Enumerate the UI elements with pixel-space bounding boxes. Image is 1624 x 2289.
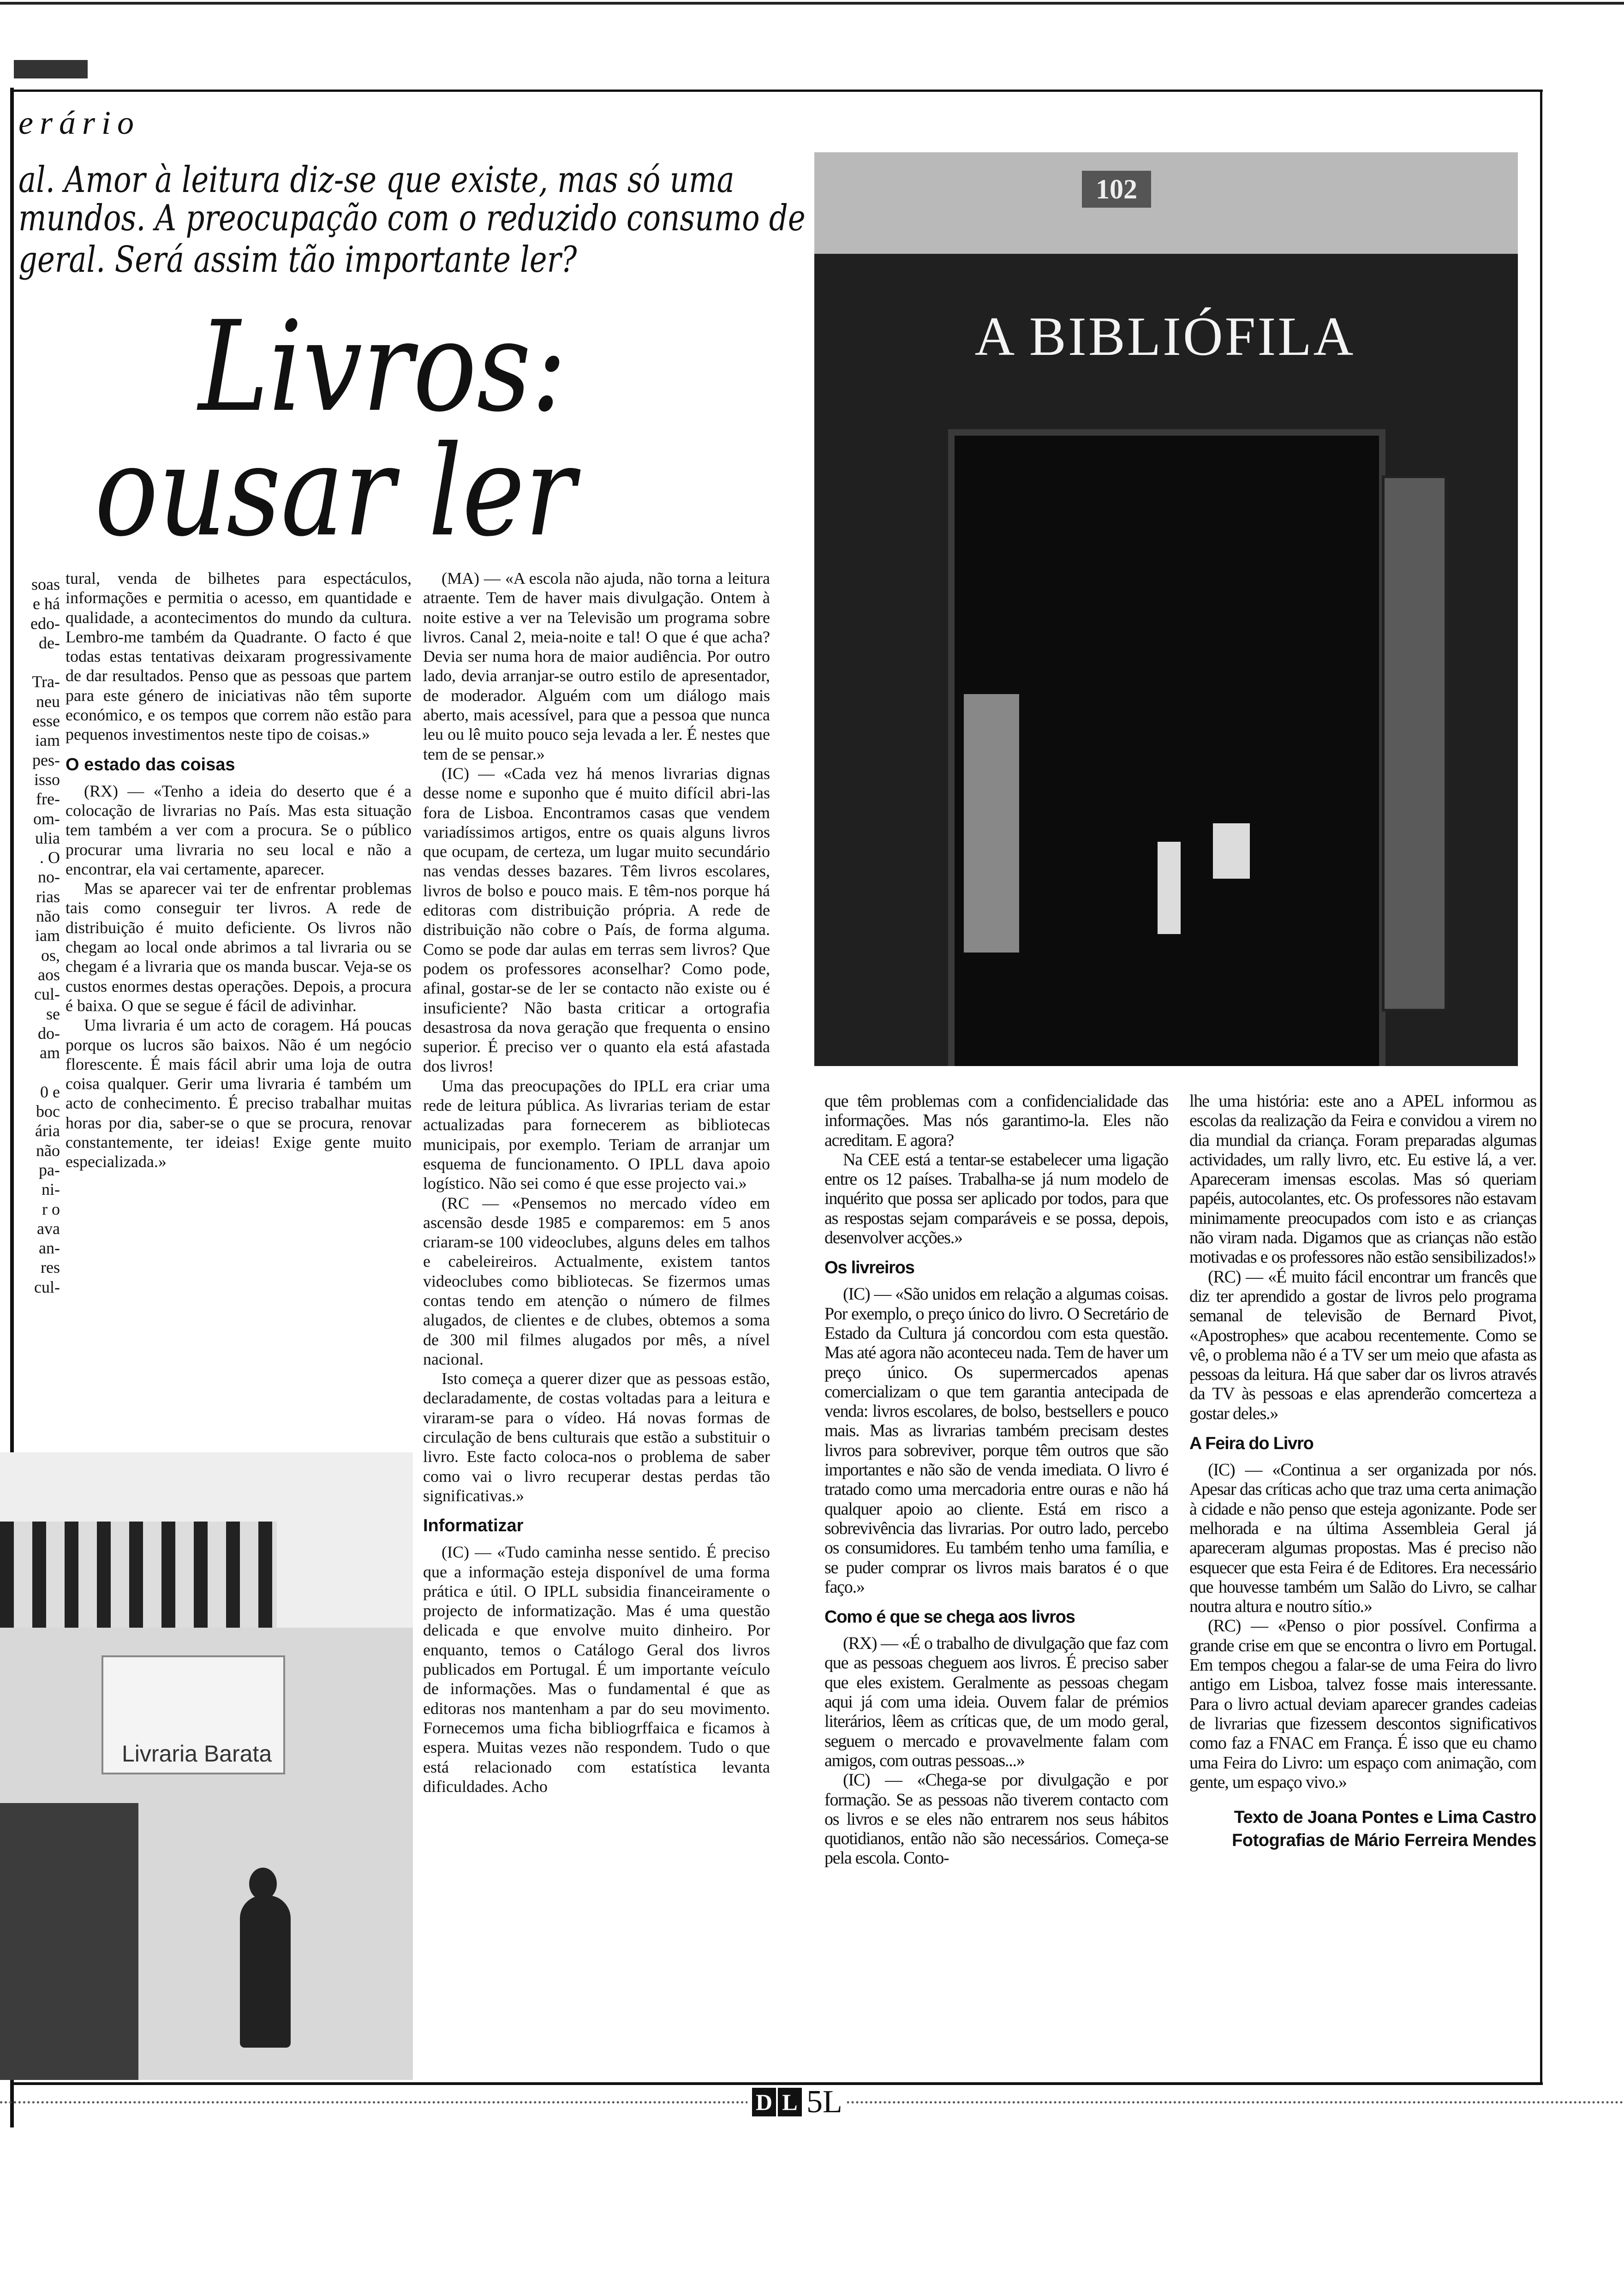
paragraph: (IC) — «Continua a ser organizada por nós. Apesar das críticas acho que traz uma certa animação à cidade e não penso que esteja agonizante. Pode ser melhorada e na última Assembleia Geral já apareceram algumas propostas. Mas é preciso não esquecer que esta Feira é de Editores. Era necessário que houvesse também um Salão do Livro, se calhar noutra altura e noutro sítio.» [1189,1460,1536,1617]
article-column-4 [1189,1091,1536,2074]
subheading: Informatizar [423,1516,524,1536]
paragraph: Uma livraria é um acto de coragem. Há poucas porque os lucros são baixos. Não é um negócio florescente. É mais fácil abrir uma loja de outra coisa qualquer. Gerir uma livraria é também um acto de conhecimento. É preciso trabalhar muitas horas por dia, saber-se o que se procura, renovar constantemente, ter ideias! Exige gente muito especializada.» [66,1016,412,1171]
paragraph: lhe uma história: este ano a APEL informou as escolas da realização da Feira e convidou a virem no dia mundial da criança. Foram preparadas algumas actividades, um rally livro, etc. Eu estive lá, a ver. Apareceram imensas escolas. Mas só queriam papéis, autocolantes, etc. Os professores não estavam minimamente preocupados com isto e as crianças não viram nada. Digamos que as crianças não estão motivadas e os professores não estão sensibilizados!» [1189,1091,1536,1267]
shop-sign-text: Livraria Barata [122,1741,272,1767]
paragraph: tural, venda de bilhetes para espectáculos, informações e permitia o acesso, em quantidade e qualidade, a acontecimentos do mundo da cultura. Lembro-me também da Quadrante. O facto é que todas estas tentativas deixaram progressivamente de dar resultados. Penso que as pessoas que partem para este género de iniciativas não têm suporte económico, e os tempos que correm não estão para pequenos investimentos neste tipo de coisas.» [66,569,412,744]
article-column-1 [66,569,412,1335]
shop-sign-box [102,1655,285,1774]
paragraph: Isto começa a querer dizer que as pessoas estão, declaradamente, de costas voltadas para a leitura e viraram-se para o vídeo. Há novas formas de circulação de bens culturais que estão a substituir o livro. Este facto coloca-nos o problema de saber como vai o livro recuperar destas perdas tão significativas.» [423,1369,770,1505]
paragraph: (IC) — «Tudo caminha nesse sentido. É preciso que a informação esteja disponível de uma forma prática e útil. O IPLL subsidia financeiramente o projecto de informatização. Mas é uma questão delicada e que envolve muito dinheiro. Por enquanto, temos o Catálogo Geral dos livros publicados em Portugal. É um importante veículo de informações. Mas o fundamental é que as editoras nos mantenham a par do seu movimento. Fornecemos uma ficha bibliogrffaica e ficamos à espera. Muitas vezes não respondem. Tudo o que está relacionado com estatística levanta dificuldades. Acho [423,1543,770,1796]
shop-window [1382,475,1447,1012]
section-label: erário [18,104,140,141]
paragraph: (RX) — «É o trabalho de divulgação que faz com que as pessoas cheguem aos livros. É preciso saber que eles existem. Geralmente as pessoas chegam aqui já com uma ideia. Ouvem falar de prémios literários, lêem as críticas que, de um modo geral, seguem o mercado e provavelmente falam com amigos, com outras pessoas...» [824,1634,1168,1770]
subheading: O estado das coisas [66,755,235,774]
subheading: Como é que se chega aos livros [824,1607,1075,1627]
street-number-plaque: 102 [1082,171,1151,208]
section-header-block [14,60,88,78]
doorway [0,1803,138,2080]
window-shutters [0,1522,277,1628]
logo-letter: D [752,2088,776,2116]
paragraph: (IC) — «Cada vez há menos livrarias dignas desse nome e suponho que é muito difícil abri-las fora de Lisboa. Encontramos casas que vendem variadíssimos artigos, entre os quais alguns livros que ocupam, de certeza, um lugar muito secundário nas vendas desses bazares. Têm livros escolares, livros de bolso e pouco mais. E têm-nos porque há editoras com distribuição própria. A rede de distribuição não cobre o País, de forma alguma. Como se pode dar aulas em terras sem livros? Que podem os professores aconselhar? Como pode, afinal, gostar-se de ler se contacto não existe ou é insuficiente? Não basta criticar a ortografia desastrosa da nova geração que frequenta o ensino superior. É preciso ver o quanto ela está afastada dos livros! [423,764,770,1076]
door-notice [1213,823,1250,879]
deck-line-2: mundos. A preocupação com o reduzido consumo de [18,198,806,239]
pedestrian-figure [240,1895,291,2048]
headline-line-2: ousar ler [95,419,576,564]
headline-line-1: Livros: [198,294,567,439]
cropped-column-fragments: soas e há edo- de- Tra- neu esse iam pes- isso fre- om- ulia . O no- rias não iam os, aos cul- se do- am 0 e boc ária não pa- ni- r o ava an- res cul- [30,575,60,1296]
frame-bottom-rule [10,2082,1543,2085]
subheading: A Feira do Livro [1189,1434,1314,1454]
paragraph: (IC) — «São unidos em relação a algumas coisas. Por exemplo, o preço único do livro. O Secretário de Estado da Cultura já concordou com esta questão. Mas até agora não aconteceu nada. Tem de haver um preço único. Os supermercados apenas comercializam o que tem garantia antecipada de venda: livros escolares, de bolso, bestsellers e pouco mais. Mas as livrarias também precisam destes livros para sobreviver, porque têm outros que são importantes e não são de venda imediata. O livro é tratado como uma mercadoria entre ouras e não há qualquer apoio ao cliente. Está em risco a sobrevivência das livrarias. Por outro lado, percebo os consumidores. Eu também tenho uma família, e se puder comprar os livros mais baratos é o que faço.» [824,1284,1168,1597]
top-rule [0,2,1624,5]
newspaper-logo [747,2086,847,2118]
paragraph: (MA) — «A escola não ajuda, não torna a leitura atraente. Tem de haver mais divulgação. Ontem à noite estive a ver na Televisão um programa sobre livros. Canal 2, meia-noite e tal! O que é que acha? Devia ser numa hora de maior audiência. Por outro lado, devia arranjar-se outro estilo de apresentador, de moderador. Alguém com um diálogo mais aberto, mais acessível, para que a pessoa que nunca leu ou lê muito pouco seja levada a ler. É nestes que tem de se pensar.» [423,569,770,763]
frame-right-rule [1540,90,1542,2084]
deck-line-1: al. Amor à leitura diz-se que existe, mas só uma [18,159,734,201]
paragraph: (RX) — «Tenho a ideia do deserto que é a colocação de livrarias no País. Mas esta situação tem também a ver com a procura. Se o público procurar uma livraria no seu local e não a encontrar, ela vai certamente, aparecer. [66,781,412,878]
photo-credit: Fotografias de Mário Ferreira Mendes [1232,1831,1536,1851]
paragraph: Uma das preocupações do IPLL era criar uma rede de leitura pública. As livrarias teriam de estar actualizadas para fornecerem as bibliotecas municipais, por exemplo. Teriam de arranjar um esquema de funcionamento. O IPLL dava apoio logístico. Não sei como é que esse projecto vai.» [423,1076,770,1193]
paragraph: que têm problemas com a confidencialidade das informações. Mas nós garantimo-la. Eles não acreditam. E agora? [824,1091,1168,1150]
article-credits [1189,1806,1536,1852]
shop-sign: A BIBLIÓFILA [974,306,1355,367]
deck-line-3: geral. Será assim tão importante ler? [18,239,577,281]
paragraph: (IC) — «Chega-se por divulgação e por formação. Se as pessoas não tiverem contacto com os livros e se eles não entrarem nos seus hábitos quotidianos, então não são necessários. Começa-se pela escola. Conto- [824,1770,1168,1868]
paragraph: (RC) — «É muito fácil encontrar um francês que diz ter aprendido a gostar de livros pelo programa semanal de televisão de Bernard Pivot, «Apostrophes» que acabou recentemente. Como se vê, o problema não é a TV ser um meio que afasta as pessoas da leitura. Há que saber dar os livros através da TV às pessoas e elas aprenderão comcerteza a gostar deles.» [1189,1267,1536,1423]
subheading: Os livreiros [824,1258,914,1278]
logo-letter: L [778,2088,802,2116]
page-number: 5L [806,2084,842,2120]
paragraph: (RC) — «Penso o pior possível. Confirma a grande crise em que se encontra o livro em Portugal. Em tempos chegou a falar-se de uma Feira do livro antigo em Lisboa, talvez fosse mais interessante. Para o livro actual deviam aparecer grandes cadeias de livrarias que fizessem descontos significativos como faz a FNAC em França. É isso que eu chamo uma Feira do Livro: um espaço com animação, com gente, um espaço vivo.» [1189,1616,1536,1792]
article-column-2 [423,569,770,2073]
photo-livraria-barata [0,1452,413,2080]
paragraph: Mas se aparecer vai ter de enfrentar problemas tais como conseguir ter livros. A rede de distribuição é muito deficiente. Os livros não chegam ao local onde abrimos a tal livraria ou se chegam é a livraria que os manda buscar. Veja-se os custos enormes destas operações. Depois, a procura é baixa. O que se segue é fácil de adivinhar. [66,879,412,1015]
article-column-3 [824,1091,1168,2074]
door-notice [1158,842,1181,934]
text-credit: Texto de Joana Pontes e Lima Castro [1234,1808,1536,1828]
paragraph: Na CEE está a tentar-se estabelecer uma ligação entre os 12 países. Trabalha-se já num modelo de inquérito que possa ser aplicado por todos, para que as respostas sejam comparáveis e se possa, depois, desenvolver acções.» [824,1150,1168,1248]
shop-door [948,429,1385,1066]
frame-top-rule [10,90,1543,92]
photo-bibliofila-bookshop [814,152,1518,1066]
paragraph: (RC — «Pensemos no mercado vídeo em ascensão desde 1985 e comparemos: em 5 anos criaram-se 100 videoclubes, alguns deles em talhos e cabeleireiros. Actualmente, existem tantos videoclubes como bibliotecas. Se fizermos umas contas tendo em atenção o número de filmes alugados, de clientes e de clubes, obtemos a soma de 300 mil filmes alugados por mês, a nível nacional. [423,1193,770,1368]
door-glass [964,694,1019,953]
